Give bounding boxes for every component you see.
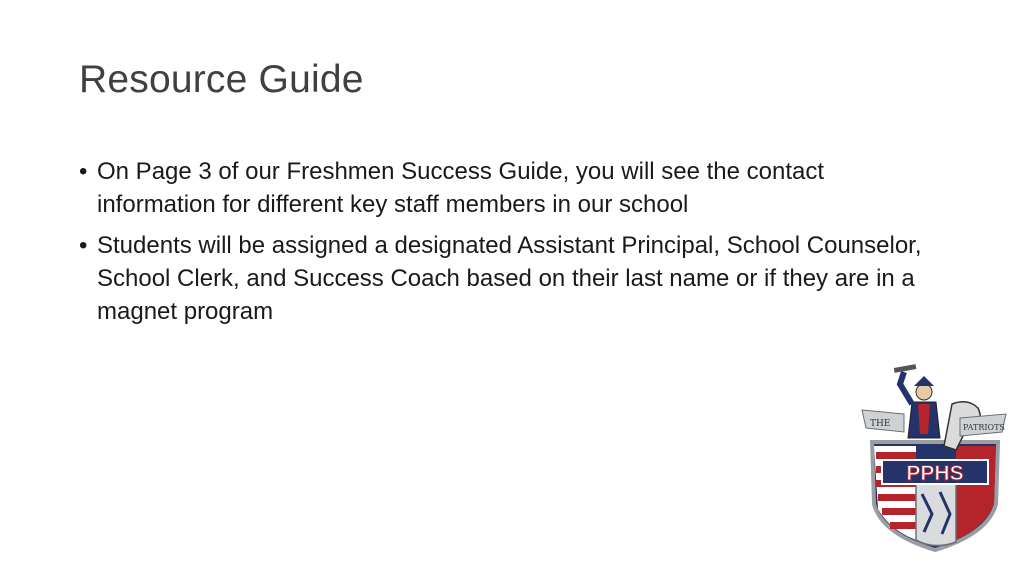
patriot-rider-icon	[894, 364, 980, 450]
slide-title: Resource Guide	[79, 58, 364, 101]
banner-left-text: THE	[870, 419, 891, 429]
bullet-icon: •	[79, 158, 88, 185]
bullet-text: Students will be assigned a designated Assistant Principal, School Counselor, School Clerk, and Success Coach based on their last name or if they are in a magnet program	[97, 232, 922, 325]
bullet-list	[79, 155, 949, 336]
bullet-item	[79, 155, 949, 221]
school-crest-logo	[860, 364, 1010, 554]
bullet-text: On Page 3 of our Freshmen Success Guide, you will see the contact information for different key staff members in our school	[97, 158, 825, 218]
banner-right-text: PATRIOTS	[963, 423, 1005, 432]
bullet-icon: •	[79, 232, 88, 259]
bullet-item	[79, 229, 949, 328]
crest-initials: PPHS	[906, 462, 964, 485]
